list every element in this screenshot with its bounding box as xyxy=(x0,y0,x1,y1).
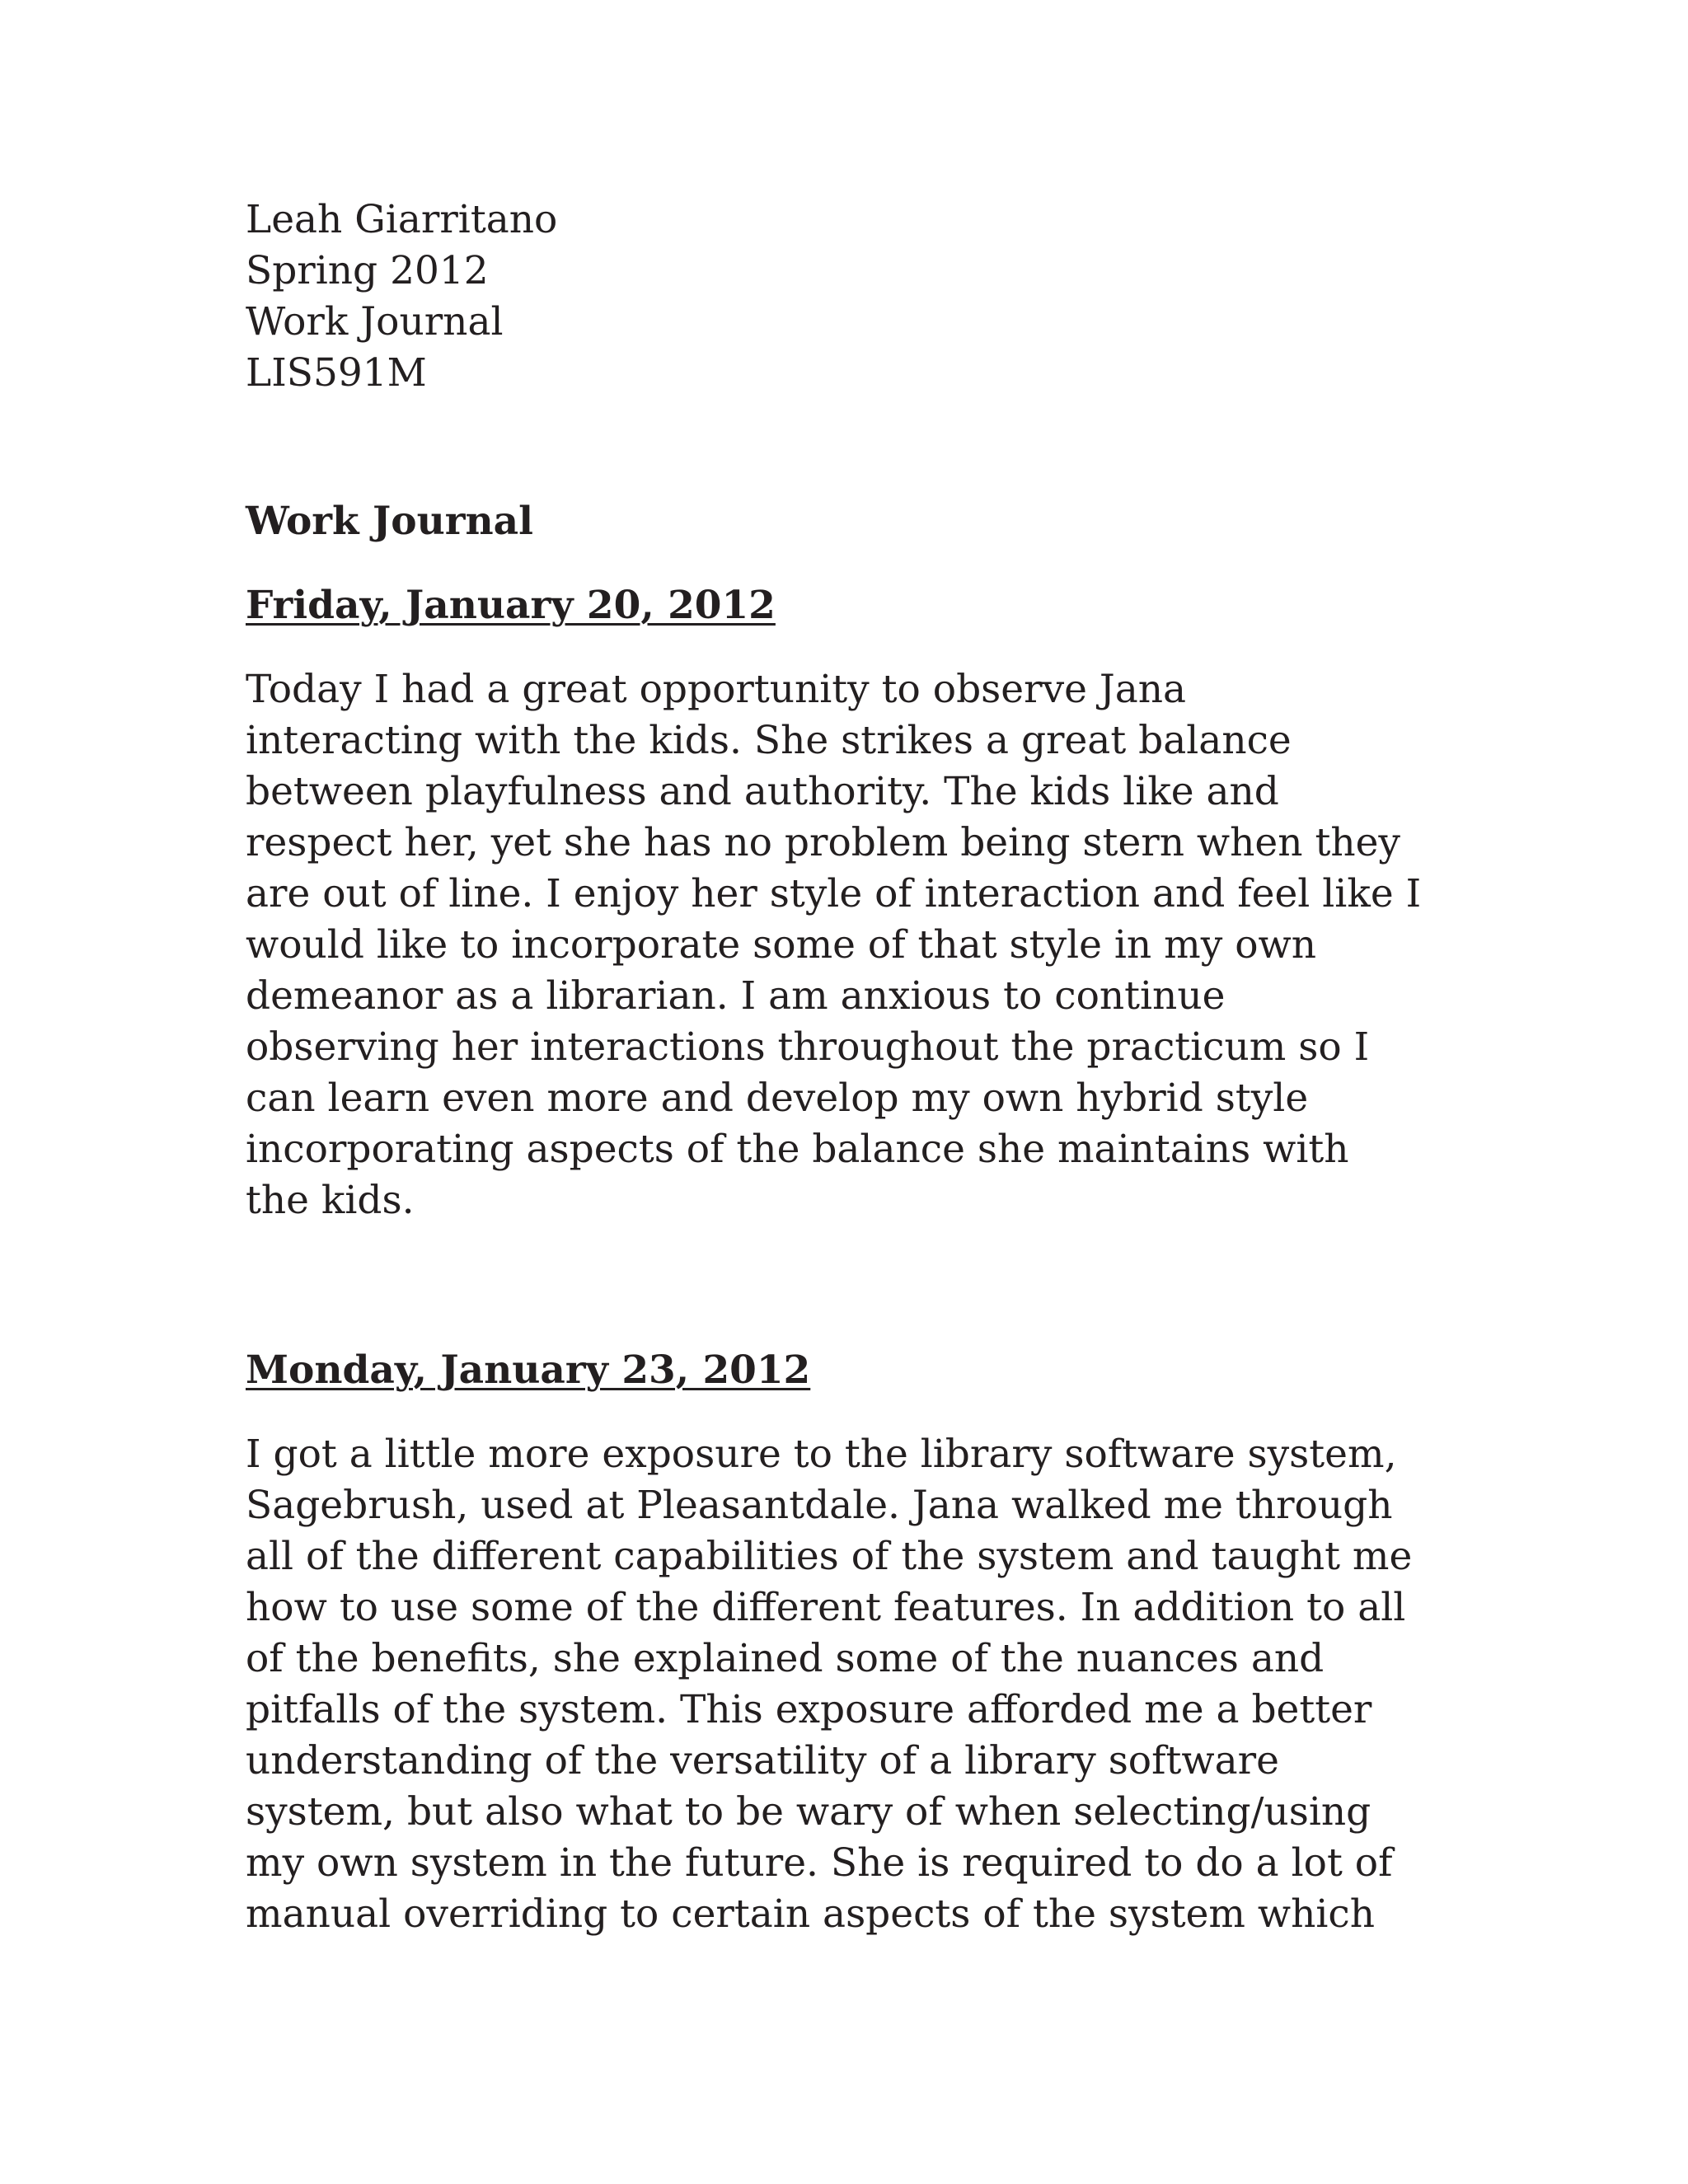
entry-date-2: Monday, January 23, 2012 xyxy=(246,1347,811,1393)
entry-line: my own system in the future. She is required to do a lot of xyxy=(246,1840,1393,1886)
entry-line: Sagebrush, used at Pleasantdale. Jana walked me through xyxy=(246,1483,1393,1528)
entry-line: incorporating aspects of the balance she maintains with xyxy=(246,1127,1349,1172)
course-code: LIS591M xyxy=(246,350,427,396)
entry-body-2 xyxy=(246,1429,1413,1940)
term: Spring 2012 xyxy=(246,248,489,293)
document-type: Work Journal xyxy=(246,299,504,344)
header-block xyxy=(246,194,1350,399)
entry-line: Today I had a great opportunity to observe Jana xyxy=(246,667,1187,712)
entry-date-1: Friday, January 20, 2012 xyxy=(246,583,776,628)
entry-line: would like to incorporate some of that style in my own xyxy=(246,922,1316,968)
entry-line: observing her interactions throughout the practicum so I xyxy=(246,1024,1370,1070)
entry-line: pitfalls of the system. This exposure afforded me a better xyxy=(246,1687,1372,1732)
entry-line: are out of line. I enjoy her style of interaction and feel like I xyxy=(246,871,1422,916)
entry-body-1 xyxy=(246,664,1422,1226)
entry-line: how to use some of the different features. In addition to all xyxy=(246,1585,1406,1630)
entry-line: the kids. xyxy=(246,1178,415,1223)
entry-line: understanding of the versatility of a library software xyxy=(246,1738,1279,1783)
author-name: Leah Giarritano xyxy=(246,197,558,242)
entry-line: can learn even more and develop my own hybrid style xyxy=(246,1076,1309,1121)
entry-line: system, but also what to be wary of when selecting/using xyxy=(246,1789,1372,1835)
document-content xyxy=(246,194,1422,1940)
document-title: Work Journal xyxy=(246,499,533,544)
entry-line: I got a little more exposure to the library software system, xyxy=(246,1432,1397,1477)
entry-line: all of the different capabilities of the system and taught me xyxy=(246,1534,1413,1579)
entry-line: interacting with the kids. She strikes a great balance xyxy=(246,718,1292,763)
entry-line: respect her, yet she has no problem being stern when they xyxy=(246,820,1400,865)
entry-line: demeanor as a librarian. I am anxious to continue xyxy=(246,973,1226,1019)
entry-line: of the benefits, she explained some of the nuances and xyxy=(246,1636,1325,1681)
entry-line: manual overriding to certain aspects of the system which xyxy=(246,1891,1376,1937)
entry-line: between playfulness and authority. The kids like and xyxy=(246,769,1279,814)
